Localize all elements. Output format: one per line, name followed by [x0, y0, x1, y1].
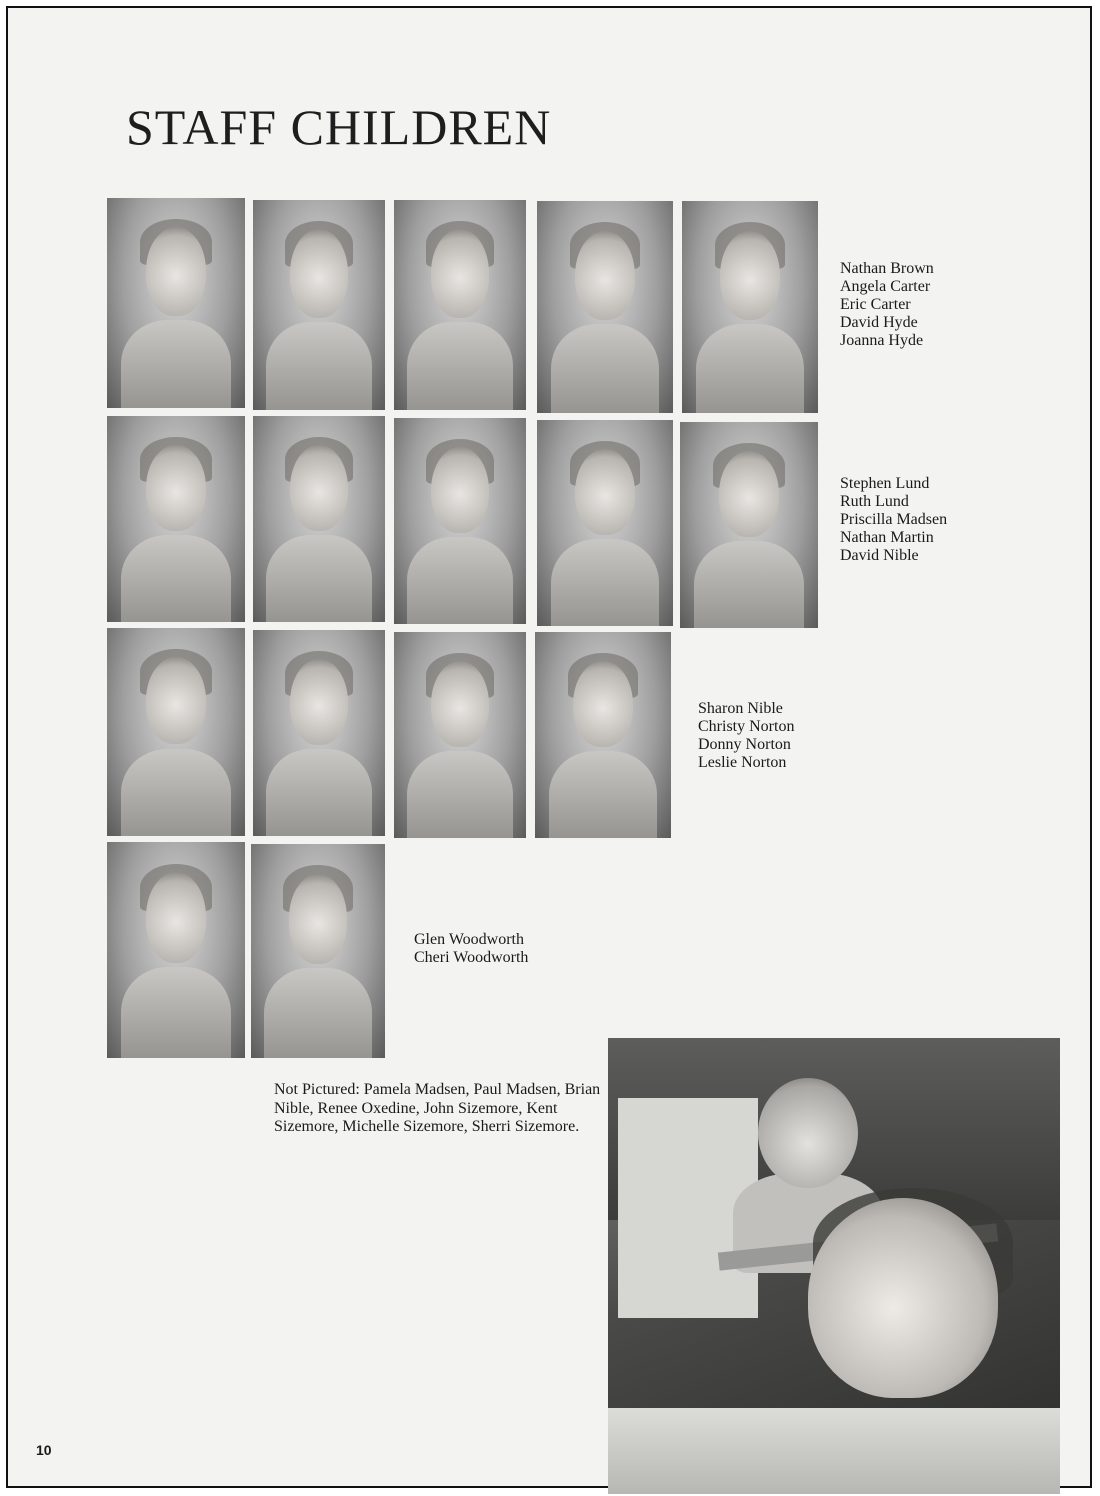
child-name: David Hyde [840, 314, 918, 331]
portrait-photo [253, 416, 385, 622]
portrait-photo [537, 420, 673, 626]
name-list-row-2 [840, 475, 947, 565]
child-name: Sharon Nible [698, 700, 783, 717]
portrait-photo [253, 630, 385, 836]
page-title: STAFF CHILDREN [126, 99, 552, 155]
portrait-photo [107, 416, 245, 622]
portrait-photo [394, 632, 526, 838]
portrait-photo [107, 842, 245, 1058]
child-name: Angela Carter [840, 278, 931, 295]
child-name: Glen Woodworth [414, 931, 524, 948]
child-name: Donny Norton [698, 736, 791, 753]
not-pictured-note: Not Pictured: Pamela Madsen, Paul Madsen, Brian Nible, Renee Oxedine, John Sizemore, Kent Sizemore, Michelle Sizemore, Sherri Sizemore. [274, 1081, 601, 1135]
portrait-photo [253, 200, 385, 410]
portrait-photo [394, 418, 526, 624]
portrait-photo [394, 200, 526, 410]
child-name: Leslie Norton [698, 754, 787, 771]
portrait-photo [107, 198, 245, 408]
child-name: Priscilla Madsen [840, 511, 948, 528]
yearbook-page [6, 6, 1092, 1488]
portrait-photo [535, 632, 671, 838]
portrait-photo [251, 844, 385, 1058]
name-list-row-3 [698, 700, 794, 772]
page-number: 10 [36, 1442, 52, 1458]
portrait-photo [682, 201, 818, 413]
name-list-row-1 [840, 260, 934, 350]
name-list-row-4 [414, 931, 528, 967]
child-name: Stephen Lund [840, 475, 930, 492]
child-name: Ruth Lund [840, 493, 909, 510]
portrait-photo [107, 628, 245, 836]
child-name: Joanna Hyde [840, 332, 924, 349]
child-name: Nathan Martin [840, 529, 934, 546]
portrait-photo [680, 422, 818, 628]
portrait-photo [537, 201, 673, 413]
child-name: Eric Carter [840, 296, 911, 313]
child-name: Cheri Woodworth [414, 949, 529, 966]
child-name: David Nible [840, 547, 919, 564]
child-name: Nathan Brown [840, 260, 934, 277]
candid-photo [608, 1038, 1060, 1494]
child-name: Christy Norton [698, 718, 795, 735]
